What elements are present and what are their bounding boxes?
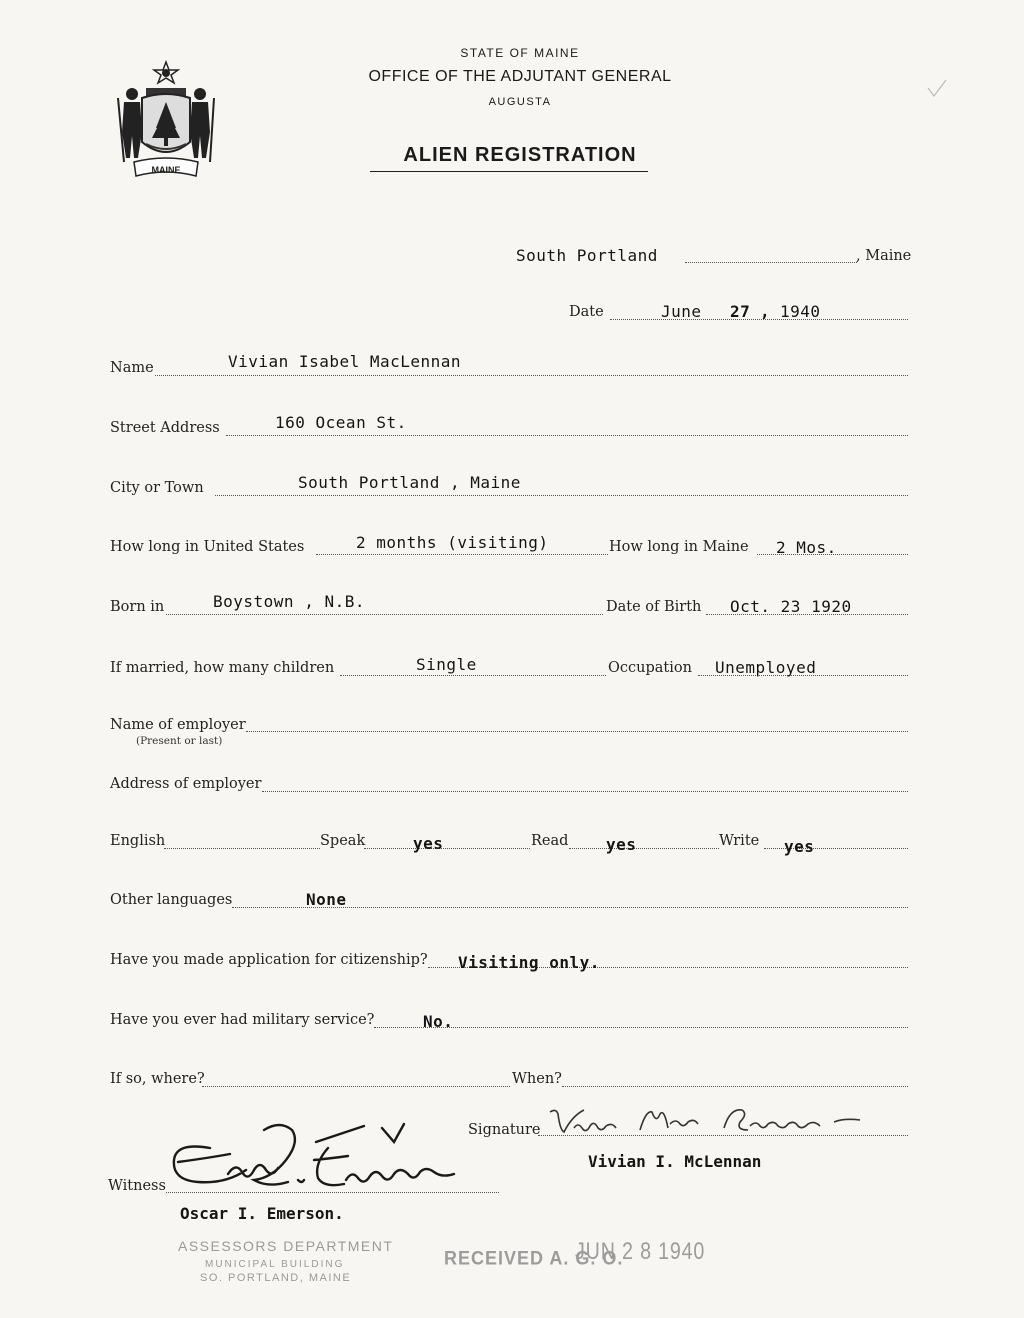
street-address-dots <box>226 435 908 436</box>
employer-address-label: Address of employer <box>110 776 262 792</box>
signature-label: Signature <box>468 1122 541 1138</box>
name-label: Name <box>110 360 154 376</box>
state-seal-icon <box>112 58 220 184</box>
date-day: 27 <box>730 302 751 321</box>
employer-name-dots <box>246 731 908 732</box>
children-dots <box>340 675 606 676</box>
date-year: 1940 <box>780 302 821 321</box>
occupation-label: Occupation <box>608 660 692 676</box>
date-of-birth-value: Oct. 23 1920 <box>730 597 852 616</box>
when-dots <box>562 1086 908 1087</box>
witness-label: Witness <box>108 1178 166 1194</box>
how-long-us-dots <box>316 554 608 555</box>
citizenship-value: Visiting only. <box>458 953 600 972</box>
speak-dots <box>364 848 530 849</box>
city-dots <box>215 495 908 496</box>
received-stamp-date: JUN 2 8 1940 <box>575 1238 706 1265</box>
employer-address-dots <box>262 791 908 792</box>
city-label: City or Town <box>110 480 204 496</box>
citizenship-label: Have you made application for citizenship? <box>110 952 428 968</box>
location-value: South Portland <box>516 246 658 265</box>
military-value: No. <box>423 1012 454 1031</box>
other-languages-value: None <box>306 890 347 909</box>
english-label: English <box>110 833 166 849</box>
write-label: Write <box>719 833 760 849</box>
where-dots <box>202 1086 510 1087</box>
date-separator: , <box>760 302 771 321</box>
applicant-typed-name: Vivian I. McLennan <box>588 1152 762 1171</box>
how-long-us-value: 2 months (visiting) <box>356 533 549 552</box>
check-mark-icon <box>926 78 948 98</box>
title-underline <box>370 171 648 172</box>
employer-name-label: Name of employer <box>110 717 246 733</box>
born-in-label: Born in <box>110 599 165 615</box>
children-label: If married, how many children <box>110 660 335 676</box>
how-long-us-label: How long in United States <box>110 539 305 555</box>
date-of-birth-label: Date of Birth <box>606 599 702 615</box>
born-in-value: Boystown , N.B. <box>213 592 365 611</box>
date-label: Date <box>569 304 604 320</box>
witness-signature <box>168 1108 488 1202</box>
city-value: South Portland , Maine <box>298 473 521 492</box>
how-long-maine-value: 2 Mos. <box>776 538 837 557</box>
svg-text:MAINE: MAINE <box>151 165 181 175</box>
name-value: Vivian Isabel MacLennan <box>228 352 462 371</box>
location-dots <box>685 262 857 263</box>
location-suffix: , Maine <box>856 248 912 264</box>
read-value: yes <box>606 835 637 854</box>
read-dots <box>569 848 719 849</box>
occupation-value: Unemployed <box>715 658 817 677</box>
speak-value: yes <box>413 834 444 853</box>
date-dots <box>610 319 908 320</box>
street-address-value: 160 Ocean St. <box>275 413 407 432</box>
how-long-maine-label: How long in Maine <box>609 539 749 555</box>
witness-typed-name: Oscar I. Emerson. <box>180 1204 344 1223</box>
when-label: When? <box>512 1071 562 1087</box>
assessors-stamp-line1: ASSESSORS DEPARTMENT <box>178 1238 394 1254</box>
write-value: yes <box>784 837 815 856</box>
military-dots <box>374 1027 908 1028</box>
form-title: ALIEN REGISTRATION <box>403 144 637 166</box>
employer-name-sublabel: (Present or last) <box>136 735 223 747</box>
military-label: Have you ever had military service? <box>110 1012 375 1028</box>
date-month: June <box>661 302 702 321</box>
english-dots <box>164 848 320 849</box>
header-state: STATE OF MAINE <box>460 46 580 60</box>
speak-label: Speak <box>320 833 366 849</box>
name-dots <box>155 375 908 376</box>
assessors-stamp-line2: MUNICIPAL BUILDING <box>205 1259 345 1270</box>
applicant-signature <box>544 1102 884 1142</box>
other-languages-label: Other languages <box>110 892 233 908</box>
children-value: Single <box>416 655 477 674</box>
assessors-stamp-line3: SO. PORTLAND, MAINE <box>200 1272 352 1284</box>
where-label: If so, where? <box>110 1071 205 1087</box>
born-in-dots <box>166 614 603 615</box>
header-office: OFFICE OF THE ADJUTANT GENERAL <box>368 68 672 85</box>
street-address-label: Street Address <box>110 420 220 436</box>
header-city: AUGUSTA <box>488 96 552 108</box>
read-label: Read <box>531 833 569 849</box>
received-stamp: RECEIVED A. G. O. <box>444 1246 624 1269</box>
